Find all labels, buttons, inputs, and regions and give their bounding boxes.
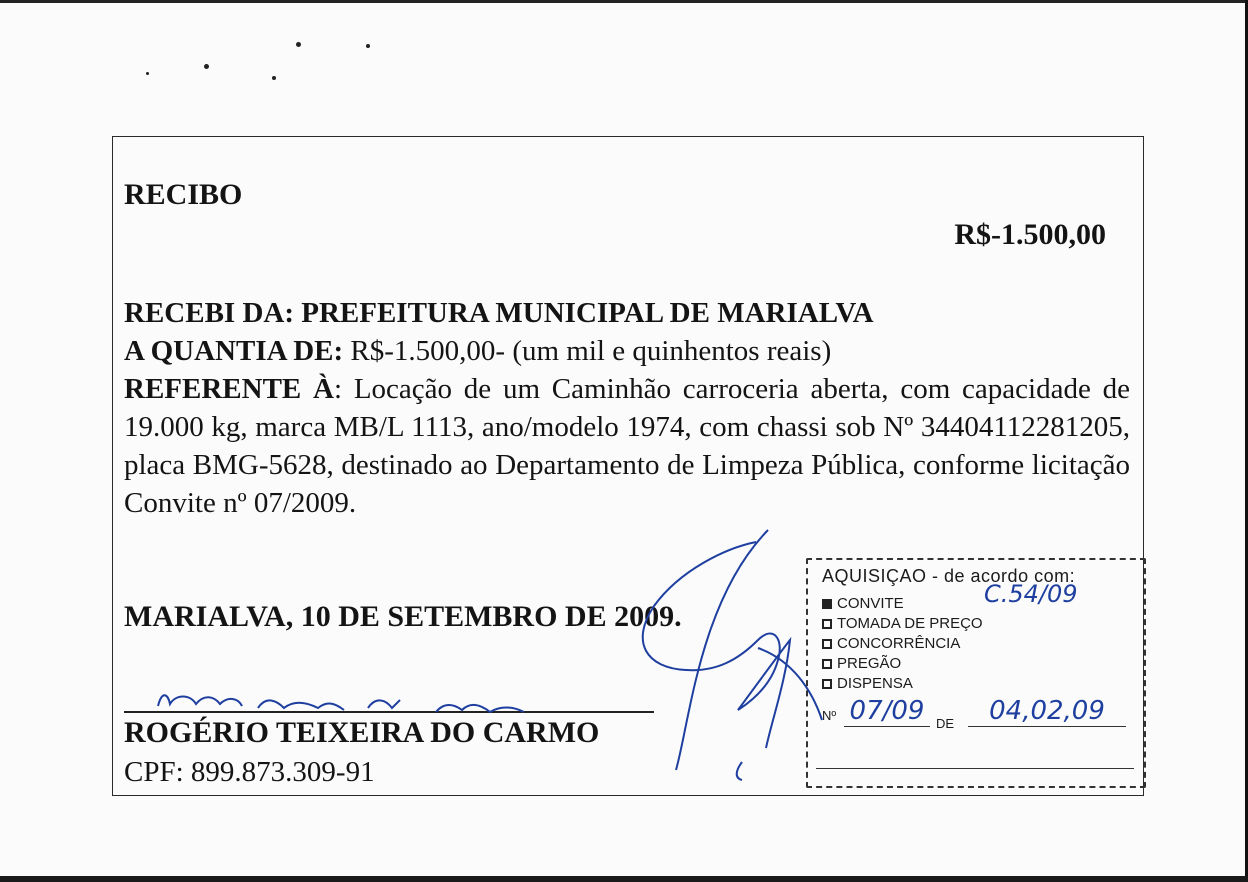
stamp-date-label: DE (936, 716, 955, 731)
stamp-handwritten-ref: C.54/09 (984, 580, 1078, 608)
scan-speck (366, 44, 370, 48)
stamp-option-convite (822, 594, 983, 614)
scan-speck (272, 76, 276, 80)
received-from-line (124, 294, 1130, 332)
stamp-number-value: 07/09 (844, 696, 930, 727)
reference-paragraph (124, 370, 1130, 522)
stamp-option-label: DISPENSA (837, 675, 913, 692)
stamp-option-dispensa (822, 674, 983, 694)
checkbox-icon (822, 619, 832, 629)
stamp-date-value: 04,02,09 (968, 696, 1126, 727)
stamp-bottom-line (816, 768, 1134, 769)
stamp-option-concorrencia (822, 634, 983, 654)
scan-speck (204, 64, 209, 69)
stamp-option-pregao (822, 654, 983, 674)
stamp-title: AQUISIÇAO - de acordo com: (822, 566, 1076, 586)
reference-label: REFERENTE À (124, 373, 334, 405)
stamp-number-label: Nº (822, 708, 837, 723)
stamp-option-label: PREGÃO (837, 655, 902, 672)
checkbox-icon (822, 599, 832, 609)
signer-cpf: CPF: 899.873.309-91 (124, 756, 375, 788)
checkbox-icon (822, 639, 832, 649)
scan-speck (146, 72, 149, 75)
received-from-value: PREFEITURA MUNICIPAL DE MARIALVA (301, 297, 874, 329)
receipt-title: RECIBO (124, 178, 243, 211)
quantity-label: A QUANTIA DE: (124, 335, 344, 367)
page-edge-bottom (0, 876, 1248, 882)
scan-speck (296, 42, 301, 47)
receipt-body (124, 294, 1130, 522)
stamp-option-tomada (822, 614, 983, 634)
stamp-option-label: CONCORRÊNCIA (837, 635, 961, 652)
stamp-option-label: CONVITE (837, 595, 904, 612)
quantity-line (124, 332, 1130, 370)
receipt-amount: R$-1.500,00 (954, 218, 1106, 251)
date-line: MARIALVA, 10 DE SETEMBRO DE 2009. (124, 600, 682, 633)
checkbox-icon (822, 659, 832, 669)
received-from-label: RECEBI DA: (124, 297, 294, 329)
stamp-options (822, 594, 983, 694)
checkbox-icon (822, 679, 832, 689)
reference-text: : Locação de um Caminhão carroceria aberta, com capacidade de 19.000 kg, marca MB/L 1113, ano/modelo 1974, com chassi sob Nº 34404112281205, placa BMG-5628, destinado ao Departamento de Limpeza Pública, conforme licitação Convite nº 07/2009. (124, 373, 1130, 519)
quantity-value: R$-1.500,00- (um mil e quinhentos reais) (343, 335, 832, 367)
signer-name: ROGÉRIO TEIXEIRA DO CARMO (124, 716, 600, 749)
signature-line (124, 711, 654, 713)
page-edge-top (0, 0, 1248, 3)
stamp-option-label: TOMADA DE PREÇO (837, 615, 983, 632)
acquisition-stamp (806, 558, 1144, 786)
